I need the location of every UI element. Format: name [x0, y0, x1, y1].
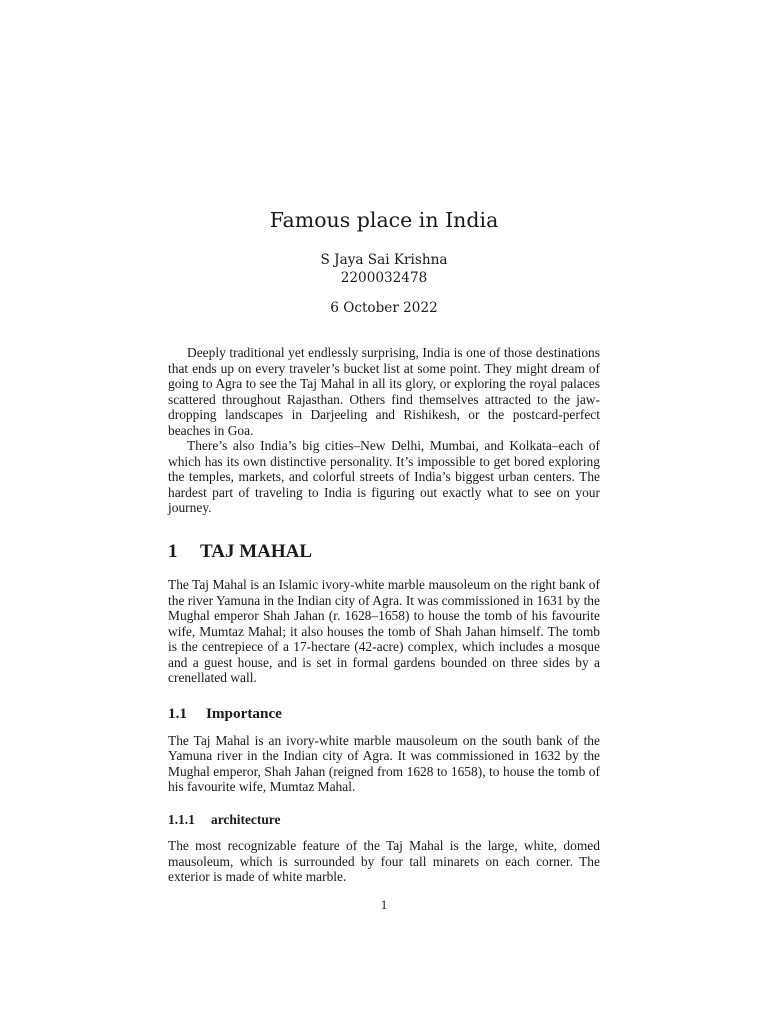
document-title: Famous place in India — [269, 208, 499, 232]
author-name: S Jaya Sai Krishna — [320, 252, 448, 268]
intro-paragraph-2: There’s also India’s big cities–New Delhi, Mumbai, and Kolkata–each of which has its own distinctive personality. It’s impossible to get bored exploring the temples, markets, and colorful streets of India’s biggest urban centers. The hardest part of traveling to India is figuring out exactly what to see on your journey. — [168, 438, 600, 516]
subsection-heading — [168, 704, 600, 723]
document-body — [168, 345, 600, 885]
subsubsection-title: architecture — [211, 812, 281, 828]
author-block — [0, 251, 768, 287]
author-id: 2200032478 — [340, 270, 428, 286]
subsection-number: 1.1 — [168, 704, 187, 722]
section-title: TAJ MAHAL — [200, 541, 313, 563]
page-number: 1 — [380, 897, 388, 912]
subsection-title: Importance — [206, 704, 282, 722]
subsubsection-paragraph: The most recognizable feature of the Taj Mahal is the large, white, domed mausoleum, which is surrounded by four tall minarets on each corner. The exterior is made of white marble. — [168, 838, 600, 885]
subsubsection-number: 1.1.1 — [168, 812, 195, 828]
intro-paragraph-1: Deeply traditional yet endlessly surprising, India is one of those destinations that ends up on every traveler’s bucket list at some point. They might dream of going to Agra to see the Taj Mahal in all its glory, or exploring the royal palaces scattered throughout Rajasthan. Others find themselves attracted to the jaw-dropping landscapes in Darjeeling and Rishikesh, or the postcard-perfect beaches in Goa. — [168, 345, 600, 438]
subsection-paragraph: The Taj Mahal is an ivory-white marble mausoleum on the south bank of the Yamuna river in the Indian city of Agra. It was commissioned in 1632 by the Mughal emperor, Shah Jahan (reigned from 1628 to 1658), to house the tomb of his favourite wife, Mumtaz Mahal. — [168, 732, 600, 795]
subsubsection-heading — [168, 811, 600, 828]
section-number: 1 — [168, 541, 178, 563]
section-paragraph: The Taj Mahal is an Islamic ivory-white marble mausoleum on the right bank of the river Yamuna in the Indian city of Agra. It was commissioned in 1631 by the Mughal emperor Shah Jahan (r. 1628–1658) to house the tomb of his favourite wife, Mumtaz Mahal; it also houses the tomb of Shah Jahan himself. The tomb is the centrepiece of a 17-hectare (42-acre) complex, which includes a mosque and a guest house, and is set in formal gardens bounded on three sides by a crenellated wall. — [168, 577, 600, 686]
section-heading — [168, 540, 600, 564]
document-date: 6 October 2022 — [330, 300, 438, 316]
